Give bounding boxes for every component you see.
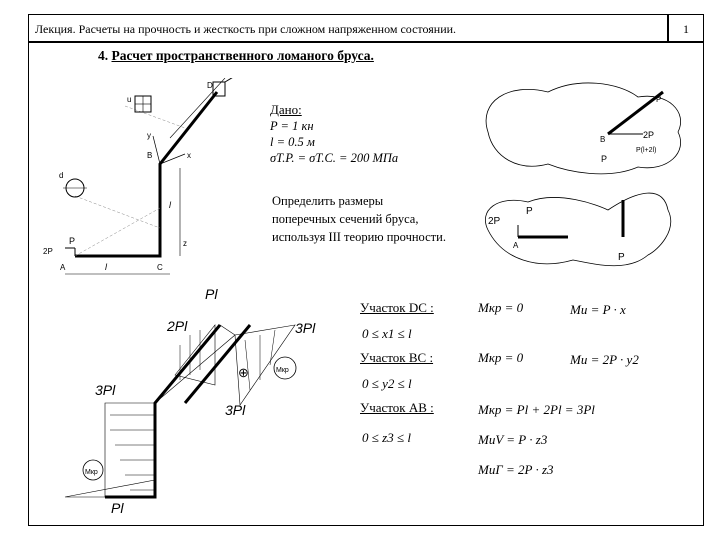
inset-beam bbox=[608, 92, 663, 134]
slide-title-text: Расчет пространственного ломаного бруса. bbox=[111, 48, 374, 63]
svg-text:⊕: ⊕ bbox=[238, 365, 249, 380]
given-block bbox=[270, 102, 398, 166]
section-bc-label: Участок BC : bbox=[360, 350, 434, 365]
svg-text:A: A bbox=[513, 241, 519, 250]
svg-text:l: l bbox=[169, 200, 171, 210]
given-p: P = 1 кн bbox=[270, 119, 314, 133]
svg-text:2P: 2P bbox=[643, 130, 655, 140]
section-ab-range: 0 ≤ z3 ≤ l bbox=[362, 430, 411, 445]
inset-outline bbox=[486, 83, 681, 174]
task-block bbox=[272, 192, 446, 246]
section-bc-mkr: Mкр = 0 bbox=[478, 350, 524, 365]
svg-text:2P: 2P bbox=[43, 247, 53, 256]
svg-text:u: u bbox=[127, 95, 132, 104]
page-number: 1 bbox=[683, 22, 689, 36]
svg-text:x: x bbox=[187, 151, 191, 160]
svg-text:P: P bbox=[601, 154, 608, 164]
section-bc-range: 0 ≤ y2 ≤ l bbox=[362, 376, 412, 391]
svg-text:2P: 2P bbox=[488, 216, 501, 227]
task-line-3: используя III теорию прочности. bbox=[272, 230, 446, 244]
svg-text:l: l bbox=[105, 262, 107, 272]
svg-text:P(l+2l): P(l+2l) bbox=[636, 147, 657, 154]
svg-text:z: z bbox=[183, 239, 187, 248]
svg-text:C: C bbox=[157, 263, 163, 272]
svg-text:B: B bbox=[147, 151, 153, 160]
section-ab-label: Участок AB : bbox=[360, 400, 434, 415]
svg-text:Mкр: Mкр bbox=[276, 367, 289, 374]
beam-line bbox=[75, 92, 217, 256]
diagram-beam bbox=[105, 325, 220, 497]
moment-diagram bbox=[55, 285, 350, 520]
section-ab-mug: MиГ = 2P · z3 bbox=[478, 462, 554, 477]
svg-text:B: B bbox=[600, 135, 606, 144]
slide-title bbox=[98, 48, 374, 64]
section-dc-mkr: Mкр = 0 bbox=[478, 300, 524, 315]
slide-title-number: 4. bbox=[98, 48, 109, 63]
task-line-2: поперечных сечений бруса, bbox=[272, 212, 419, 226]
svg-text:Mкр: Mкр bbox=[85, 469, 98, 476]
section-ab-muv: MиV = P · z3 bbox=[478, 432, 548, 447]
given-l: l = 0.5 м bbox=[270, 135, 315, 149]
section-dc-label: Участок DC : bbox=[360, 300, 434, 315]
svg-text:D: D bbox=[207, 81, 213, 90]
section-dc-mu: Mи = P · x bbox=[570, 302, 626, 317]
svg-text:3Pl: 3Pl bbox=[95, 382, 116, 398]
svg-text:P: P bbox=[618, 252, 625, 263]
svg-text:Pl: Pl bbox=[111, 500, 124, 516]
inset-top-right bbox=[468, 72, 700, 182]
page-number-box bbox=[668, 14, 704, 42]
svg-text:P: P bbox=[69, 236, 76, 246]
beam-scheme bbox=[35, 78, 270, 278]
header-title: Лекция. Расчеты на прочность и жесткость при сложном напряженном состоянии. bbox=[35, 22, 457, 36]
section-ab-mkr: Mкр = Pl + 2Pl = 3Pl bbox=[478, 402, 595, 417]
section-dc-range: 0 ≤ x1 ≤ l bbox=[362, 326, 412, 341]
inset-middle bbox=[478, 180, 698, 275]
svg-text:A: A bbox=[60, 263, 66, 272]
section-bc-mu: Mи = 2P · y2 bbox=[570, 352, 639, 367]
svg-text:P: P bbox=[656, 95, 662, 104]
svg-text:Pl: Pl bbox=[205, 286, 218, 302]
svg-text:3Pl: 3Pl bbox=[295, 320, 316, 336]
given-label: Дано: bbox=[270, 102, 302, 117]
svg-text:d: d bbox=[59, 171, 64, 180]
svg-text:y: y bbox=[147, 131, 151, 140]
axis-y-line bbox=[153, 136, 160, 164]
given-sigma: σT.P. = σT.C. = 200 МПа bbox=[270, 151, 399, 165]
svg-text:P: P bbox=[526, 206, 533, 217]
lecture-header bbox=[28, 14, 668, 42]
task-line-1: Определить размеры bbox=[272, 194, 384, 208]
svg-text:3Pl: 3Pl bbox=[225, 402, 246, 418]
svg-text:2Pl: 2Pl bbox=[167, 318, 188, 334]
